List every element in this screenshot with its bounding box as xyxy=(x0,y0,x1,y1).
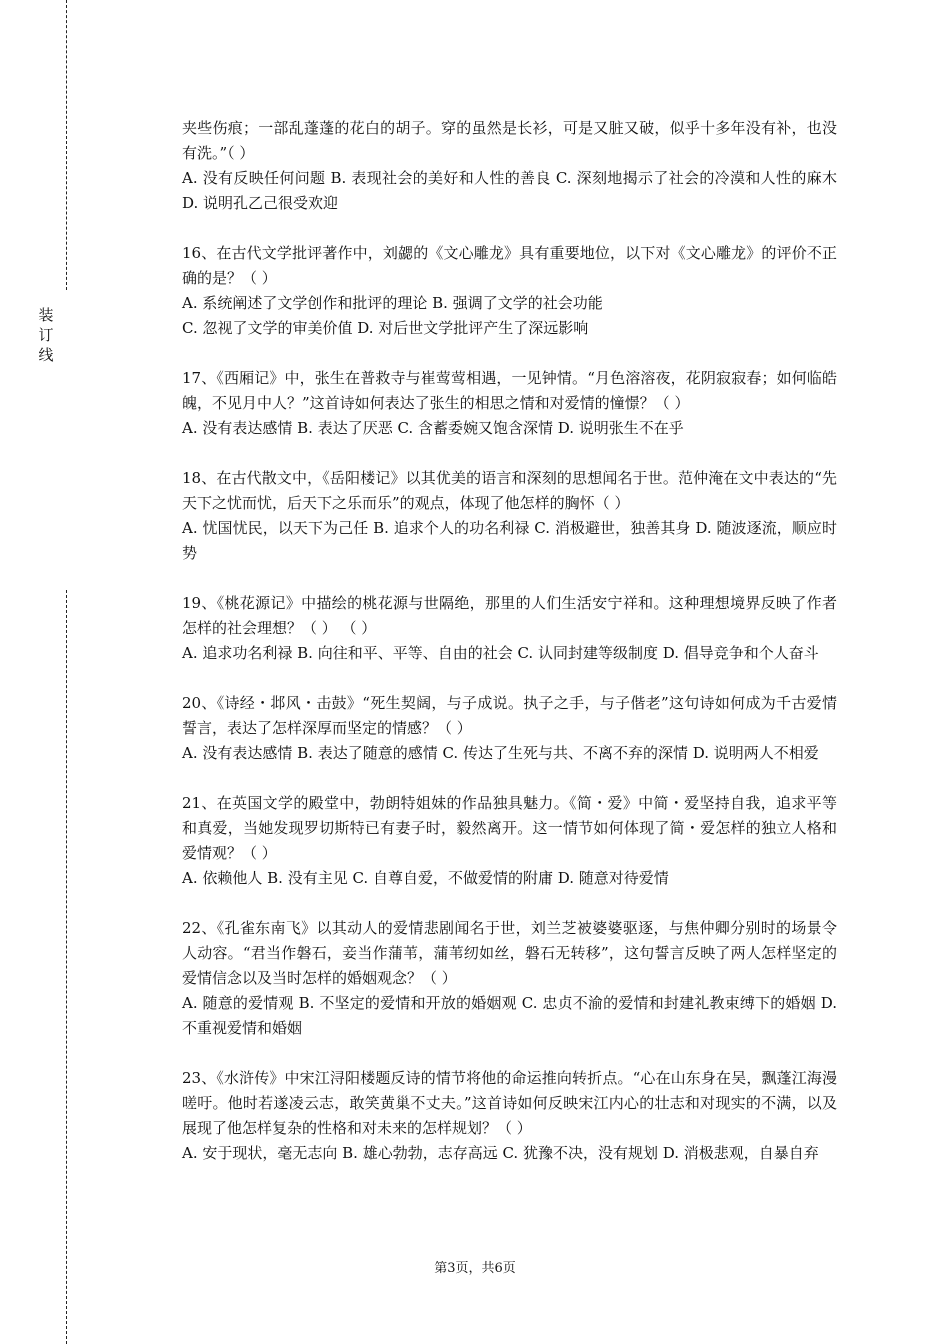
question-options: A. 没有表达感情 B. 表达了厌恶 C. 含蓄委婉又饱含深情 D. 说明张生不在乎 xyxy=(182,419,684,437)
question-stem: 22、《孔雀东南飞》以其动人的爱情悲剧闻名于世，刘兰芝被婆婆驱逐，与焦仲卿分别时的场景令人动容。“君当作磐石，妾当作蒲苇，蒲苇纫如丝，磐石无转移”，这句誓言反映了两人怎样坚定的爱情信念以及当时怎样的婚姻观念？（ ） xyxy=(182,919,837,987)
question-stem: 21、在英国文学的殿堂中，勃朗特姐妹的作品独具魅力。《简・爱》中简・爱坚持自我，追求平等和真爱，当她发现罗切斯特已有妻子时，毅然离开。这一情节如何体现了简・爱怎样的独立人格和爱情观？（ ） xyxy=(182,794,837,862)
question-stem: 16、在古代文学批评著作中，刘勰的《文心雕龙》具有重要地位，以下对《文心雕龙》的评价不正确的是？（ ） xyxy=(182,244,837,287)
question-options-line: A. 系统阐述了文学创作和批评的理论 B. 强调了文学的社会功能 xyxy=(182,294,603,312)
question-options-line: C. 忽视了文学的审美价值 D. 对后世文学批评产生了深远影响 xyxy=(182,319,589,337)
question-stem: 20、《诗经・邶风・击鼓》“死生契阔，与子成说。执子之手，与子偕老”这句诗如何成为千古爱情誓言，表达了怎样深厚而坚定的情感？（ ） xyxy=(182,694,837,737)
page-footer: 第3页，共6页 xyxy=(434,1261,516,1276)
question-stem: 19、《桃花源记》中描绘的桃花源与世隔绝，那里的人们生活安宁祥和。这种理想境界反映了作者怎样的社会理想？（ ） （ ） xyxy=(182,594,837,637)
question-23 xyxy=(182,1066,837,1166)
question-options: A. 没有反映任何问题 B. 表现社会的美好和人性的善良 C. 深刻地揭示了社会的冷漠和人性的麻木 D. 说明孔乙己很受欢迎 xyxy=(182,169,837,212)
question-stem: 23、《水浒传》中宋江浔阳楼题反诗的情节将他的命运推向转折点。“心在山东身在吴，飘蓬江海漫嗟吁。他时若遂凌云志，敢笑黄巢不丈夫。”这首诗如何反映宋江内心的壮志和对现实的不满，以及展现了他怎样复杂的性格和对未来的怎样规划？（ ） xyxy=(182,1069,837,1137)
question-options: A. 依赖他人 B. 没有主见 C. 自尊自爱，不做爱情的附庸 D. 随意对待爱情 xyxy=(182,869,669,887)
binding-char: 装 xyxy=(38,306,54,324)
question-stem: 夹些伤痕；一部乱蓬蓬的花白的胡子。穿的虽然是长衫，可是又脏又破，似乎十多年没有补，也没有洗。”（ ） xyxy=(182,119,837,162)
binding-label xyxy=(36,305,56,365)
question-list xyxy=(182,116,837,1191)
question-21 xyxy=(182,791,837,891)
question-15-continued xyxy=(182,116,837,216)
question-stem: 17、《西厢记》中，张生在普救寺与崔莺莺相遇，一见钟情。“月色溶溶夜，花阴寂寂春；如何临皓魄，不见月中人？”这首诗如何表达了张生的相思之情和对爱情的憧憬？（ ） xyxy=(182,369,837,412)
binding-char: 线 xyxy=(38,346,54,364)
question-22 xyxy=(182,916,837,1041)
question-options: A. 随意的爱情观 B. 不坚定的爱情和开放的婚姻观 C. 忠贞不渝的爱情和封建礼教束缚下的婚姻 D. 不重视爱情和婚姻 xyxy=(182,994,837,1037)
binding-line-bottom xyxy=(66,590,67,1344)
question-18 xyxy=(182,466,837,566)
binding-line-top xyxy=(66,0,67,290)
question-options: A. 追求功名利禄 B. 向往和平、平等、自由的社会 C. 认同封建等级制度 D. 倡导竞争和个人奋斗 xyxy=(182,644,819,662)
question-17 xyxy=(182,366,837,441)
question-stem: 18、在古代散文中，《岳阳楼记》以其优美的语言和深刻的思想闻名于世。范仲淹在文中表达的“先天下之忧而忧，后天下之乐而乐”的观点，体现了他怎样的胸怀（ ） xyxy=(182,469,837,512)
question-16 xyxy=(182,241,837,341)
question-options: A. 没有表达感情 B. 表达了随意的感情 C. 传达了生死与共、不离不弃的深情 D. 说明两人不相爱 xyxy=(182,744,819,762)
question-options: A. 安于现状，毫无志向 B. 雄心勃勃，志存高远 C. 犹豫不决，没有规划 D. 消极悲观，自暴自弃 xyxy=(182,1144,819,1162)
question-19 xyxy=(182,591,837,666)
question-options: A. 忧国忧民，以天下为己任 B. 追求个人的功名利禄 C. 消极避世，独善其身 D. 随波逐流，顺应时势 xyxy=(182,519,837,562)
question-20 xyxy=(182,691,837,766)
binding-char: 订 xyxy=(38,326,54,344)
